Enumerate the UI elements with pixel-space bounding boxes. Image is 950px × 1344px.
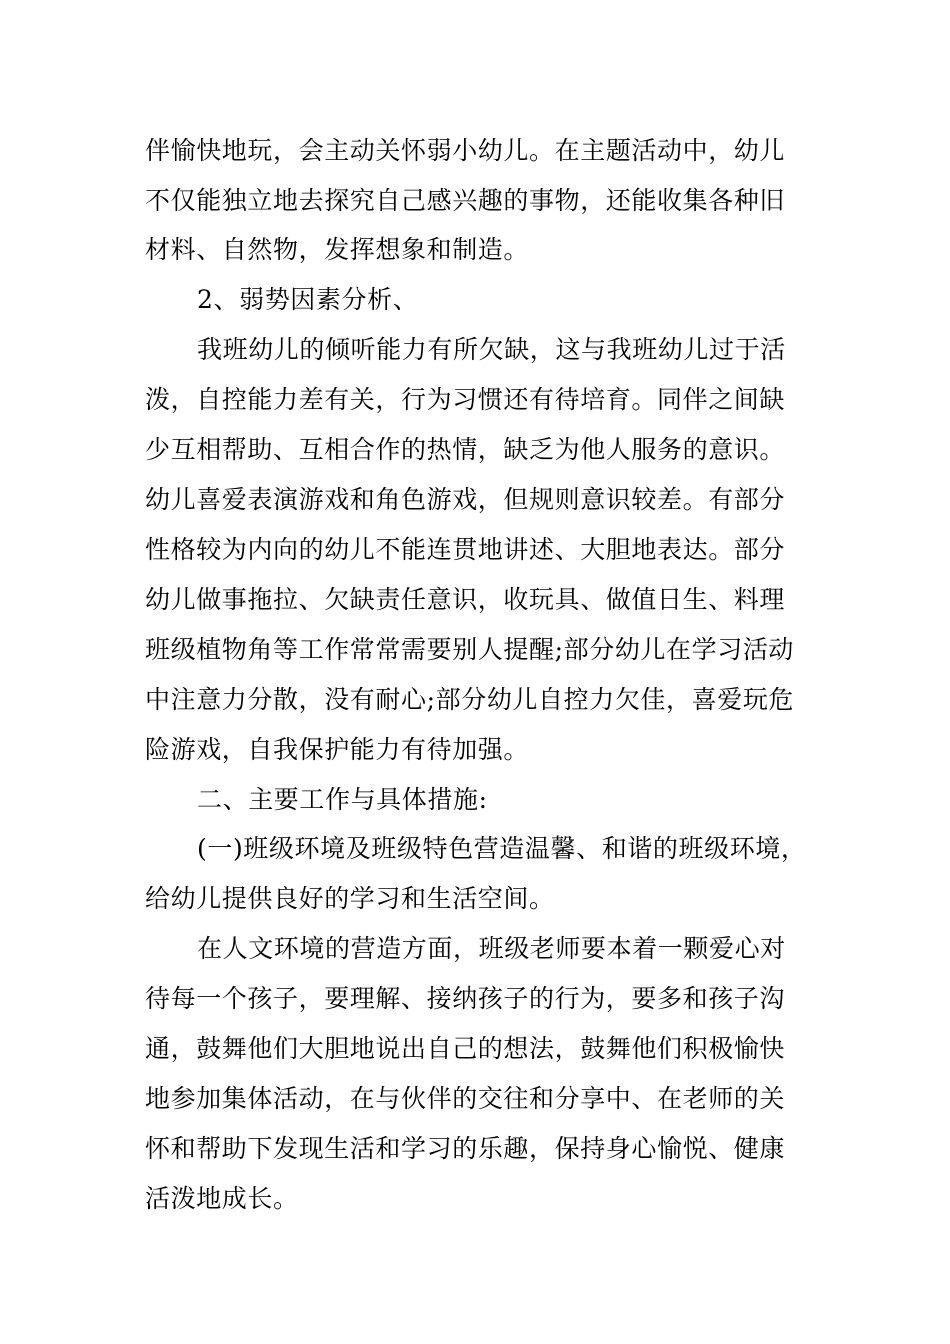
paragraph-line: 待每一个孩子，要理解、接纳孩子的行为，要多和孩子沟 (145, 984, 786, 1013)
paragraph-line: 少互相帮助、互相合作的热情，缺乏为他人服务的意识。 (145, 435, 786, 464)
paragraph-line: (一)班级环境及班级特色营造温馨、和谐的班级环境， (197, 834, 807, 863)
paragraph-line: 通，鼓舞他们大胆地说出自己的想法，鼓舞他们积极愉快 (145, 1034, 786, 1063)
paragraph-line: 地参加集体活动，在与伙伴的交往和分享中、在老师的关 (145, 1084, 786, 1113)
paragraph-line: 给幼儿提供良好的学习和生活空间。 (145, 884, 555, 913)
paragraph-line: 中注意力分散，没有耐心;部分幼儿自控力欠佳，喜爱玩危 (145, 685, 795, 714)
paragraph-line: 险游戏，自我保护能力有待加强。 (145, 735, 530, 764)
paragraph-line: 泼，自控能力差有关，行为习惯还有待培育。同伴之间缺 (145, 385, 786, 414)
paragraph-line: 伴愉快地玩，会主动关怀弱小幼儿。在主题活动中，幼儿 (145, 136, 786, 165)
section-heading: 2、弱势因素分析、 (197, 285, 419, 314)
paragraph-line: 性格较为内向的幼儿不能连贯地讲述、大胆地表达。部分 (145, 535, 786, 564)
paragraph-line: 材料、自然物，发挥想象和制造。 (145, 235, 530, 264)
paragraph-line: 在人文环境的营造方面，班级老师要本着一颗爱心对 (197, 934, 786, 963)
paragraph-line: 幼儿喜爱表演游戏和角色游戏，但规则意识较差。有部分 (145, 485, 786, 514)
paragraph-line: 怀和帮助下发现生活和学习的乐趣，保持身心愉悦、健康 (145, 1134, 786, 1163)
paragraph-line: 活泼地成长。 (145, 1184, 299, 1213)
section-heading: 二、主要工作与具体措施: (197, 785, 488, 814)
paragraph-line: 我班幼儿的倾听能力有所欠缺，这与我班幼儿过于活 (197, 335, 786, 364)
paragraph-line: 班级植物角等工作常常需要别人提醒;部分幼儿在学习活动 (145, 635, 795, 664)
paragraph-line: 不仅能独立地去探究自己感兴趣的事物，还能收集各种旧 (145, 186, 786, 215)
paragraph-line: 幼儿做事拖拉、欠缺责任意识，收玩具、做值日生、料理 (145, 585, 786, 614)
